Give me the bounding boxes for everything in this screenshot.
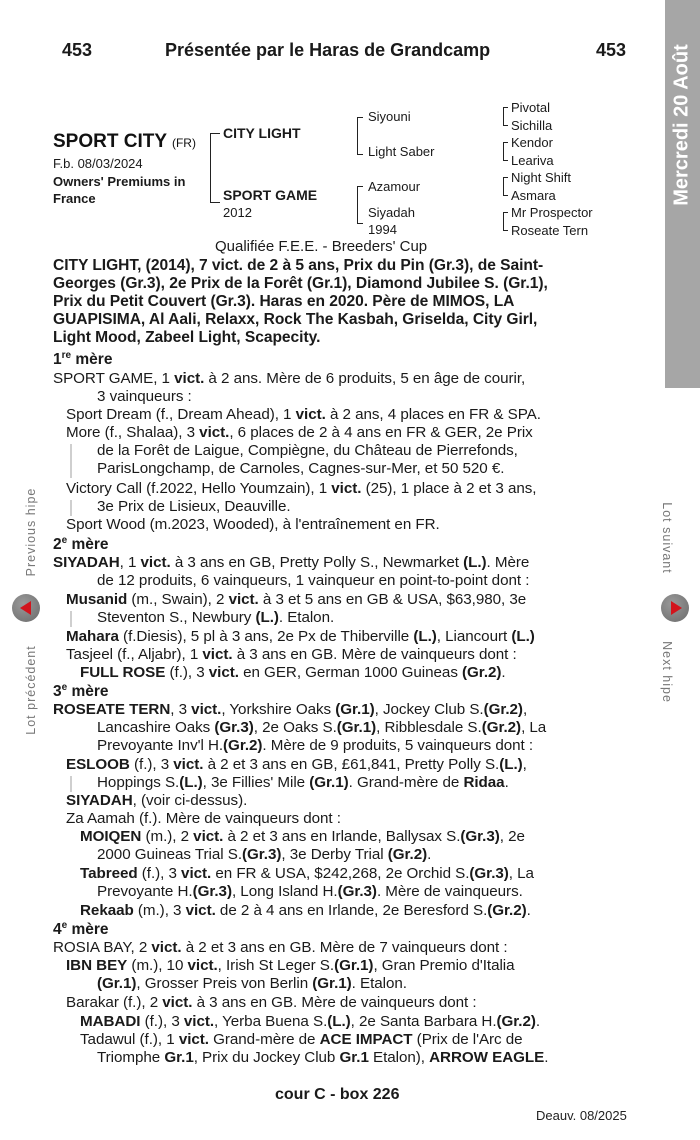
- produce-line: Za Aamah (f.). Mère de vainqueurs dont :: [66, 810, 341, 827]
- section-heading-dam-4: 4e mère: [53, 920, 109, 939]
- produce-line: MABADI (f.), 3 vict., Yerba Buena S.(L.), 2e Santa Barbara H.(Gr.2).: [80, 1013, 541, 1030]
- pedigree-bracket-7: [503, 212, 508, 231]
- produce-line: FULL ROSE (f.), 3 vict. en GER, German 1000 Guineas (Gr.2).: [80, 664, 506, 681]
- pedigree-bracket-5: [503, 142, 508, 161]
- granddam-1: Light Saber: [368, 144, 435, 159]
- grandsire-1: Siyouni: [368, 109, 411, 124]
- ggp-5: Night Shift: [511, 170, 571, 185]
- produce-line: 2000 Guineas Trial S.(Gr.3), 3e Derby Trial (Gr.2).: [97, 846, 432, 863]
- pedigree-bracket-6: [503, 177, 508, 196]
- produce-line: Triomphe Gr.1, Prix du Jockey Club Gr.1 Etalon), ARROW EAGLE.: [97, 1049, 549, 1066]
- produce-line: Hoppings S.(L.), 3e Fillies' Mile (Gr.1). Grand-mère de Ridaa.: [97, 774, 509, 791]
- dam-3-line: ROSEATE TERN, 3 vict., Yorkshire Oaks (Gr.1), Jockey Club S.(Gr.2),: [53, 701, 528, 718]
- produce-line: Prevoyante H.(Gr.3), Long Island H.(Gr.3). Mère de vainqueurs.: [97, 883, 523, 900]
- dam-1-line: SPORT GAME, 1 vict. à 2 ans. Mère de 6 produits, 5 en âge de courir,: [53, 370, 526, 387]
- next-lot-label[interactable]: Lot suivant: [660, 502, 674, 574]
- dam-year: 2012: [223, 205, 252, 220]
- page-title: Présentée par le Haras de Grandcamp: [165, 40, 491, 60]
- sire-name: CITY LIGHT: [223, 125, 301, 141]
- dam-2-line: SIYADAH, 1 vict. à 3 ans en GB, Pretty Polly S., Newmarket (L.). Mère: [53, 554, 530, 571]
- horse-info: F.b. 08/03/2024: [53, 156, 143, 171]
- indent-bar: [70, 500, 72, 516]
- produce-line: Rekaab (m.), 3 vict. de 2 à 4 ans en Irlande, 2e Beresford S.(Gr.2).: [80, 902, 531, 919]
- produce-line: Tasjeel (f., Aljabr), 1 vict. à 3 ans en GB. Mère de vainqueurs dont :: [66, 646, 517, 663]
- next-lot-button[interactable]: [661, 594, 689, 622]
- produce-line: ParisLongchamp, de Carnoles, Cagnes-sur-Mer, et 50 520 €.: [97, 460, 505, 477]
- produce-line: Barakar (f.), 2 vict. à 3 ans en GB. Mère de vainqueurs dont :: [66, 994, 477, 1011]
- produce-line: 3e Prix de Lisieux, Deauville.: [97, 498, 291, 515]
- dam-name: SPORT GAME: [223, 187, 318, 203]
- produce-line: Sport Wood (m.2023, Wooded), à l'entraînement en FR.: [66, 516, 440, 533]
- premiums-line-2: France: [53, 191, 96, 206]
- produce-line: Tadawul (f.), 1 vict. Grand-mère de ACE IMPACT (Prix de l'Arc de: [80, 1031, 523, 1048]
- produce-line: (Gr.1), Grosser Preis von Berlin (Gr.1). Etalon.: [97, 975, 407, 992]
- arrow-left-icon: [20, 601, 31, 615]
- horse-country: (FR): [171, 136, 196, 150]
- section-heading-dam-3: 3e mère: [53, 682, 109, 701]
- premiums-line-1: Owners' Premiums in: [53, 174, 186, 189]
- sire-text-line: GUAPISIMA, Al Aali, Relaxx, Rock The Kasbah, Griselda, City Girl,: [53, 311, 538, 328]
- indent-bar: [70, 776, 72, 792]
- produce-line: MOIQEN (m.), 2 vict. à 2 et 3 ans en Irlande, Ballysax S.(Gr.3), 2e: [80, 828, 525, 845]
- produce-line: Mahara (f.Diesis), 5 pl à 3 ans, 2e Px de Thiberville (L.), Liancourt (L.): [66, 628, 535, 645]
- dam-3-line: Lancashire Oaks (Gr.3), 2e Oaks S.(Gr.1), Ribblesdale S.(Gr.2), La: [97, 719, 547, 736]
- produce-line: Victory Call (f.2022, Hello Youmzain), 1 vict. (25), 1 place à 2 et 3 ans,: [66, 480, 537, 497]
- lot-number-left: 453: [62, 40, 93, 60]
- sire-text-line: CITY LIGHT, (2014), 7 vict. de 2 à 5 ans, Prix du Pin (Gr.3), de Saint-: [53, 257, 544, 274]
- produce-line: More (f., Shalaa), 3 vict., 6 places de 2 à 4 ans en FR & GER, 2e Prix: [66, 424, 533, 441]
- previous-lot-label[interactable]: Lot précédent: [24, 645, 38, 735]
- pedigree-bracket-2: [357, 117, 363, 155]
- ggp-3: Kendor: [511, 135, 553, 150]
- lot-number-right: 453: [596, 40, 627, 60]
- ggp-8: Roseate Tern: [511, 223, 589, 238]
- ggp-2: Sichilla: [511, 118, 553, 133]
- produce-line: SIYADAH, (voir ci-dessus).: [66, 792, 248, 809]
- produce-line: de la Forêt de Laigue, Compiègne, du Château de Pierrefonds,: [97, 442, 518, 459]
- sire-text-line: Light Mood, Zabeel Light, Scapecity.: [53, 329, 321, 346]
- previous-hipe-label[interactable]: Previous hipe: [24, 487, 38, 577]
- section-heading-dam-1: 1re mère: [53, 350, 113, 369]
- stable-location: cour C - box 226: [275, 1086, 400, 1103]
- dam-4-line: ROSIA BAY, 2 vict. à 2 et 3 ans en GB. Mère de 7 vainqueurs dont :: [53, 939, 508, 956]
- qualification: Qualifiée F.E.E. - Breeders' Cup: [215, 238, 428, 255]
- sire-text-line: Prix du Petit Couvert (Gr.3). Haras en 2020. Père de MIMOS, LA: [53, 293, 515, 310]
- next-hipe-label[interactable]: Next hipe: [660, 641, 674, 703]
- produce-line: Musanid (m., Swain), 2 vict. à 3 et 5 ans en GB & USA, $63,980, 3e: [66, 591, 527, 608]
- produce-line: Sport Dream (f., Dream Ahead), 1 vict. à 2 ans, 4 places en FR & SPA.: [66, 406, 541, 423]
- section-heading-dam-2: 2e mère: [53, 535, 109, 554]
- ggp-6: Asmara: [511, 188, 556, 203]
- pedigree-bracket-1: [210, 133, 220, 203]
- grandsire-2: Azamour: [368, 179, 421, 194]
- arrow-right-icon: [671, 601, 682, 615]
- produce-line: Steventon S., Newbury (L.). Etalon.: [97, 609, 335, 626]
- sale-date: Mercredi 20 Août: [670, 44, 693, 206]
- produce-line: ESLOOB (f.), 3 vict. à 2 et 3 ans en GB, £61,841, Pretty Polly S.(L.),: [66, 756, 527, 773]
- sire-text-line: Georges (Gr.3), 2e Prix de la Forêt (Gr.1), Diamond Jubilee S. (Gr.1),: [53, 275, 548, 292]
- indent-bar: [70, 444, 72, 478]
- indent-bar: [70, 611, 72, 627]
- horse-name: [53, 131, 196, 153]
- ggp-1: Pivotal: [511, 100, 551, 115]
- previous-lot-button[interactable]: [12, 594, 40, 622]
- pedigree-bracket-4: [503, 107, 508, 126]
- ggp-7: Mr Prospector: [511, 205, 593, 220]
- produce-line: IBN BEY (m.), 10 vict., Irish St Leger S.(Gr.1), Gran Premio d'Italia: [66, 957, 515, 974]
- produce-line: Tabreed (f.), 3 vict. en FR & USA, $242,268, 2e Orchid S.(Gr.3), La: [80, 865, 534, 882]
- pedigree-bracket-3: [357, 186, 363, 224]
- granddam-2-year: 1994: [368, 222, 397, 237]
- sale-reference: Deauv. 08/2025: [536, 1108, 627, 1123]
- dam-2-line: de 12 produits, 6 vainqueurs, 1 vainqueur en point-to-point dont :: [97, 572, 530, 589]
- ggp-4: Leariva: [511, 153, 554, 168]
- granddam-2: Siyadah: [368, 205, 415, 220]
- dam-3-line: Prevoyante Inv'l H.(Gr.2). Mère de 9 produits, 5 vainqueurs dont :: [97, 737, 534, 754]
- horse-name-text: SPORT CITY: [53, 131, 167, 152]
- dam-1-line: 3 vainqueurs :: [97, 388, 192, 405]
